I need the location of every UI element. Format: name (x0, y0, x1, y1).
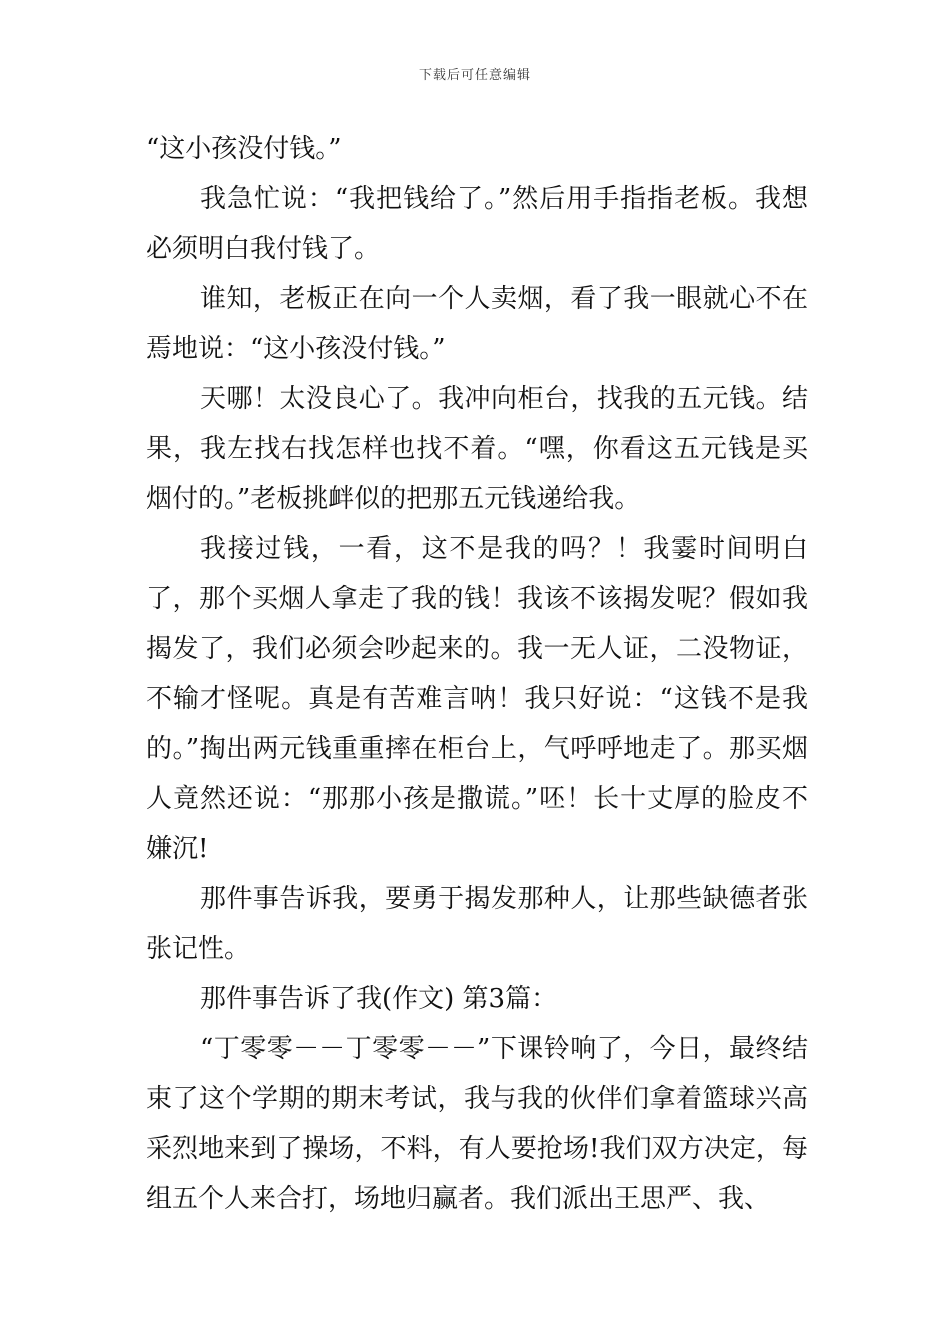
paragraph-8: “丁零零－－丁零零－－”下课铃响了，今日，最终结束了这个学期的期末考试，我与我的伙伴们拿着篮球兴高采烈地来到了操场，不料，有人要抢场!我们双方决定，每组五个人来合打，场地归赢者。我们派出王思严、我、 (146, 1034, 808, 1214)
paragraph-6: 那件事告诉我，要勇于揭发那种人，让那些缺德者张张记性。 (146, 884, 808, 964)
page-header-note: 下载后可任意编辑 (418, 68, 531, 83)
paragraph-4: 天哪！太没良心了。我冲向柜台，找我的五元钱。结果，我左找右找怎样也找不着。“嘿，你看这五元钱是买烟付的。”老板挑衅似的把那五元钱递给我。 (146, 384, 808, 514)
paragraph-2: 我急忙说：“我把钱给了。”然后用手指指老板。我想必须明白我付钱了。 (146, 184, 808, 264)
paragraph-1: “这小孩没付钱。” (146, 134, 342, 164)
document-body (146, 124, 808, 1224)
paragraph-5: 我接过钱，一看，这不是我的吗？！我霎时间明白了，那个买烟人拿走了我的钱！我该不该揭发呢？假如我揭发了，我们必须会吵起来的。我一无人证，二没物证，不输才怪呢。真是有苦难言呐！我只好说：“这钱不是我的。”掏出两元钱重重摔在柜台上，气呼呼地走了。那买烟人竟然还说：“那那小孩是撒谎。”呸！长十丈厚的脸皮不嫌沉! (146, 534, 808, 864)
paragraph-3: 谁知，老板正在向一个人卖烟，看了我一眼就心不在焉地说：“这小孩没付钱。” (146, 284, 808, 364)
section-heading: 那件事告诉了我(作文) 第3篇： (200, 984, 558, 1014)
